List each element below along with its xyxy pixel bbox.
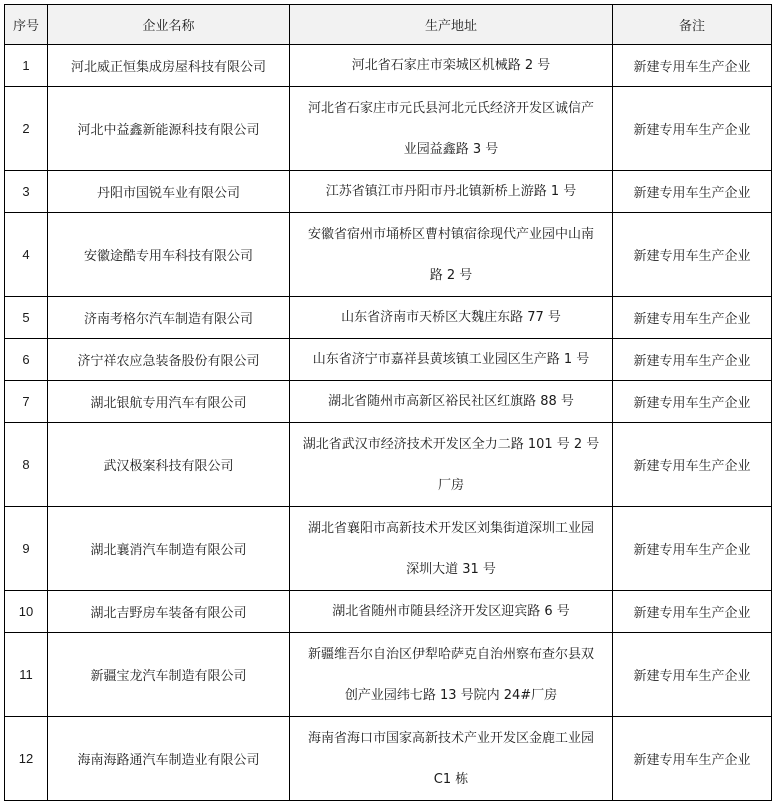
table-row — [5, 213, 772, 297]
cell-name: 新疆宝龙汽车制造有限公司 — [48, 633, 290, 717]
enterprise-table — [4, 4, 772, 801]
cell-note: 新建专用车生产企业 — [613, 45, 772, 87]
cell-note: 新建专用车生产企业 — [613, 297, 772, 339]
header-name: 企业名称 — [48, 5, 290, 45]
cell-note: 新建专用车生产企业 — [613, 423, 772, 507]
table-row — [5, 717, 772, 801]
table-row — [5, 45, 772, 87]
table-row — [5, 591, 772, 633]
table-row — [5, 171, 772, 213]
cell-note: 新建专用车生产企业 — [613, 171, 772, 213]
cell-name: 河北中益鑫新能源科技有限公司 — [48, 87, 290, 171]
table-row — [5, 87, 772, 171]
cell-note: 新建专用车生产企业 — [613, 87, 772, 171]
address-line: 深圳大道 31 号 — [406, 561, 496, 577]
cell-name: 济宁祥农应急装备股份有限公司 — [48, 339, 290, 381]
cell-seq: 7 — [5, 381, 48, 423]
cell-note: 新建专用车生产企业 — [613, 591, 772, 633]
address-line: C1 栋 — [433, 771, 469, 787]
cell-seq: 10 — [5, 591, 48, 633]
cell-seq: 3 — [5, 171, 48, 213]
cell-name: 丹阳市国锐车业有限公司 — [48, 171, 290, 213]
cell-note: 新建专用车生产企业 — [613, 717, 772, 801]
cell-seq: 12 — [5, 717, 48, 801]
cell-note: 新建专用车生产企业 — [613, 633, 772, 717]
header-note: 备注 — [613, 5, 772, 45]
cell-address — [290, 45, 613, 87]
table-header-row — [5, 5, 772, 45]
cell-name: 武汉极案科技有限公司 — [48, 423, 290, 507]
cell-seq: 8 — [5, 423, 48, 507]
table-row — [5, 381, 772, 423]
cell-name: 湖北吉野房车装备有限公司 — [48, 591, 290, 633]
cell-address — [290, 297, 613, 339]
cell-seq: 5 — [5, 297, 48, 339]
cell-seq: 1 — [5, 45, 48, 87]
cell-name: 湖北银航专用汽车有限公司 — [48, 381, 290, 423]
cell-seq: 2 — [5, 87, 48, 171]
cell-address — [290, 213, 613, 297]
cell-address — [290, 507, 613, 591]
address-line: 湖北省随州市随县经济开发区迎宾路 6 号 — [332, 604, 570, 619]
address-line: 河北省石家庄市栾城区机械路 2 号 — [351, 58, 551, 73]
address-line: 山东省济宁市嘉祥县黄垓镇工业园区生产路 1 号 — [312, 352, 590, 367]
address-line: 新疆维吾尔自治区伊犁哈萨克自治州察布查尔县双 — [307, 646, 594, 662]
address-line: 湖北省襄阳市高新技术开发区刘集街道深圳工业园 — [307, 520, 594, 536]
cell-address — [290, 339, 613, 381]
cell-name: 济南考格尔汽车制造有限公司 — [48, 297, 290, 339]
header-seq: 序号 — [5, 5, 48, 45]
cell-address — [290, 591, 613, 633]
cell-address — [290, 423, 613, 507]
cell-address — [290, 633, 613, 717]
cell-name: 湖北襄消汽车制造有限公司 — [48, 507, 290, 591]
header-address: 生产地址 — [290, 5, 613, 45]
cell-seq: 6 — [5, 339, 48, 381]
cell-address — [290, 717, 613, 801]
address-line: 业园益鑫路 3 号 — [403, 141, 499, 157]
cell-name: 安徽途酷专用车科技有限公司 — [48, 213, 290, 297]
cell-address — [290, 87, 613, 171]
table-row — [5, 423, 772, 507]
address-line: 湖北省随州市高新区裕民社区红旗路 88 号 — [328, 394, 574, 409]
cell-seq: 11 — [5, 633, 48, 717]
table-row — [5, 507, 772, 591]
cell-note: 新建专用车生产企业 — [613, 339, 772, 381]
address-line: 安徽省宿州市埇桥区曹村镇宿徐现代产业园中山南 — [307, 226, 594, 242]
address-line: 山东省济南市天桥区大魏庄东路 77 号 — [341, 310, 561, 325]
address-line: 路 2 号 — [429, 267, 473, 283]
table-row — [5, 297, 772, 339]
cell-note: 新建专用车生产企业 — [613, 381, 772, 423]
address-line: 厂房 — [437, 477, 464, 493]
cell-seq: 9 — [5, 507, 48, 591]
address-line: 河北省石家庄市元氏县河北元氏经济开发区诚信产 — [307, 100, 594, 116]
address-line: 湖北省武汉市经济技术开发区全力二路 101 号 2 号 — [302, 436, 600, 452]
address-line: 创产业园纬七路 13 号院内 24#厂房 — [344, 687, 558, 703]
cell-note: 新建专用车生产企业 — [613, 213, 772, 297]
address-line: 江苏省镇江市丹阳市丹北镇新桥上游路 1 号 — [325, 184, 577, 199]
cell-name: 海南海路通汽车制造业有限公司 — [48, 717, 290, 801]
cell-address — [290, 381, 613, 423]
cell-note: 新建专用车生产企业 — [613, 507, 772, 591]
cell-seq: 4 — [5, 213, 48, 297]
address-line: 海南省海口市国家高新技术产业开发区金鹿工业园 — [307, 730, 594, 746]
cell-address — [290, 171, 613, 213]
table-row — [5, 339, 772, 381]
cell-name: 河北威正恒集成房屋科技有限公司 — [48, 45, 290, 87]
table-row — [5, 633, 772, 717]
